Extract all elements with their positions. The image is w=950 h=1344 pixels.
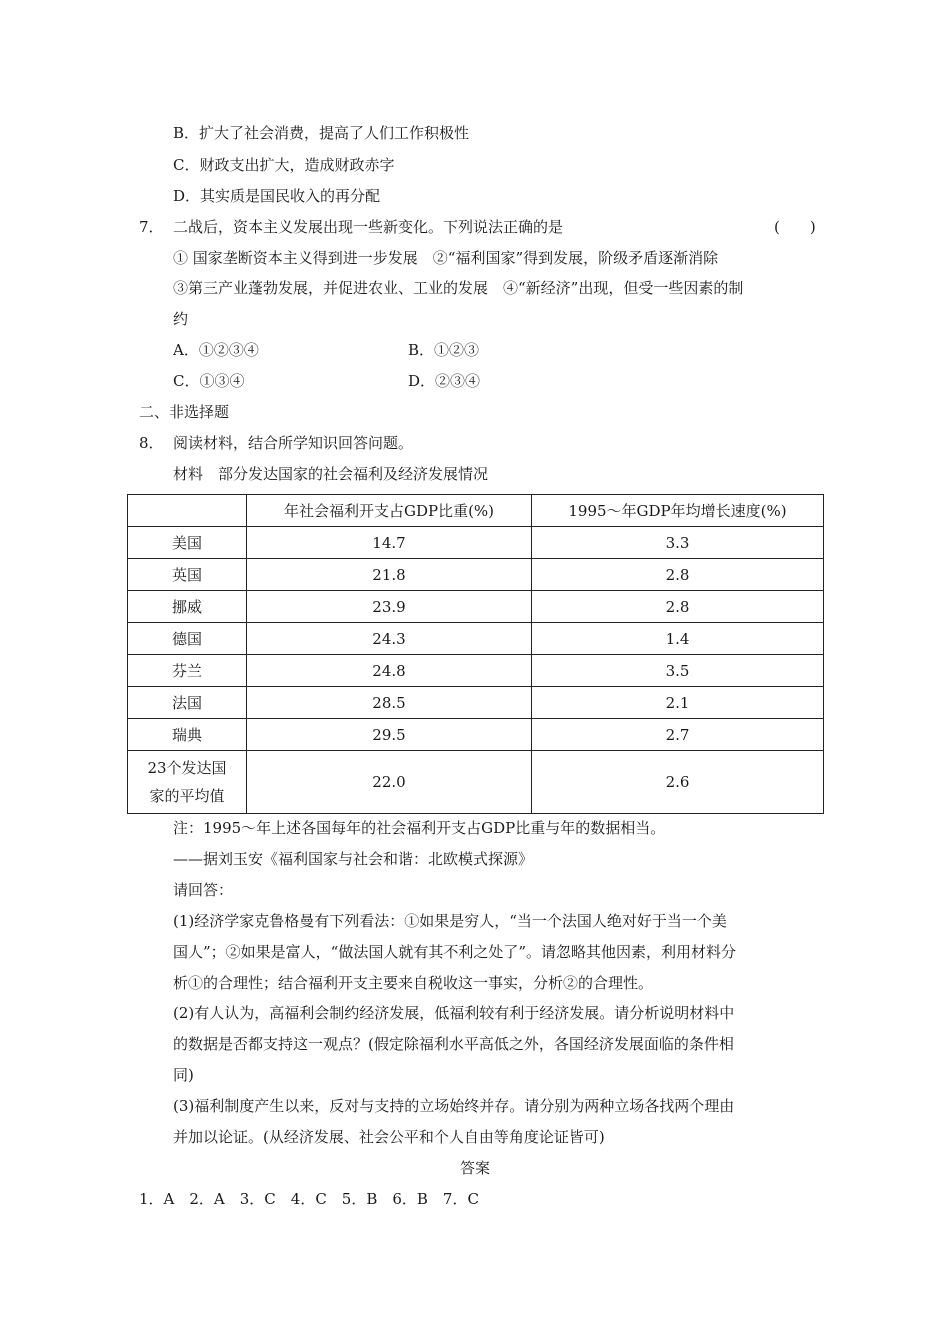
subquestion-2-line-2: 的数据是否都支持这一观点？(假定除福利水平高低之外，各国经济发展面临的条件相 (173, 1035, 734, 1053)
subquestion-1-line-1: (1)经济学家克鲁格曼有下列看法：①如果是穷人，“当一个法国人绝对好于当一个美 (173, 912, 727, 930)
growth-cell: 2.1 (532, 687, 824, 719)
table-row (128, 527, 824, 559)
material-title: 材料 部分发达国家的社会福利及经济发展情况 (173, 465, 489, 483)
table-row (128, 623, 824, 655)
growth-cell: 1.4 (532, 623, 824, 655)
country-cell: 芬兰 (128, 655, 247, 687)
welfare-cell: 22.0 (247, 751, 532, 814)
table-row (128, 559, 824, 591)
q7-option-a: A．①②③④ (173, 341, 259, 359)
q7-statement-line-1: ① 国家垄断资本主义得到进一步发展 ②“福利国家”得到发展，阶级矛盾逐渐消除 (173, 249, 719, 267)
q7-stem: 二战后，资本主义发展出现一些新变化。下列说法正确的是 (173, 218, 564, 236)
growth-cell: 3.3 (532, 527, 824, 559)
table-header-cell: 年社会福利开支占GDP比重(%) (247, 495, 532, 527)
welfare-cell: 23.9 (247, 591, 532, 623)
welfare-cell: 28.5 (247, 687, 532, 719)
country-cell: 德国 (128, 623, 247, 655)
table-row-average (128, 751, 824, 814)
q8-number: 8． (139, 434, 164, 452)
welfare-cell: 24.8 (247, 655, 532, 687)
country-cell: 瑞典 (128, 719, 247, 751)
welfare-cell: 21.8 (247, 559, 532, 591)
growth-cell: 2.8 (532, 559, 824, 591)
growth-cell: 2.7 (532, 719, 824, 751)
subquestion-2-line-3: 同) (173, 1066, 194, 1084)
subquestion-3-line-1: (3)福利制度产生以来，反对与支持的立场始终并存。请分别为两种立场各找两个理由 (173, 1097, 735, 1115)
welfare-cell: 29.5 (247, 719, 532, 751)
country-cell: 挪威 (128, 591, 247, 623)
growth-cell: 3.5 (532, 655, 824, 687)
table-header-cell (128, 495, 247, 527)
answers-line: 1．A 2．A 3．C 4．C 5．B 6．B 7．C (139, 1190, 479, 1208)
q7-option-b: B．①②③ (408, 341, 480, 359)
answers-title: 答案 (459, 1159, 490, 1177)
growth-cell: 2.8 (532, 591, 824, 623)
section-title: 二、非选择题 (139, 403, 230, 421)
q6-option-c: C．财政支出扩大，造成财政赤字 (173, 156, 395, 174)
country-cell (128, 751, 247, 814)
country-cell-line-1: 23个发达国 (147, 759, 227, 777)
q8-stem: 阅读材料，结合所学知识回答问题。 (173, 434, 414, 452)
q7-statement-line-3: 约 (173, 310, 189, 328)
subquestion-3-line-2: 并加以论证。(从经济发展、社会公平和个人自由等角度论证皆可) (173, 1128, 605, 1146)
table-row (128, 719, 824, 751)
country-cell: 英国 (128, 559, 247, 591)
answer-prompt: 请回答： (173, 881, 234, 899)
q7-option-d: D．②③④ (408, 372, 481, 390)
welfare-cell: 24.3 (247, 623, 532, 655)
subquestion-2-line-1: (2)有人认为，高福利会制约经济发展，低福利较有利于经济发展。请分析说明材料中 (173, 1004, 735, 1022)
q6-option-d: D．其实质是国民收入的再分配 (173, 187, 381, 205)
table-row (128, 687, 824, 719)
table-row (128, 655, 824, 687)
q7-option-c: C．①③④ (173, 372, 245, 390)
country-cell: 美国 (128, 527, 247, 559)
subquestion-1-line-3: 析①的合理性；结合福利开支主要来自税收这一事实，分析②的合理性。 (173, 974, 654, 992)
q7-answer-paren: ( ) (774, 218, 816, 236)
welfare-cell: 14.7 (247, 527, 532, 559)
q6-option-b: B．扩大了社会消费，提高了人们工作积极性 (173, 124, 470, 142)
q7-number: 7． (139, 218, 164, 236)
table-note: 注：1995～年上述各国每年的社会福利开支占GDP比重与年的数据相当。 (173, 819, 666, 837)
table-header-row (128, 495, 824, 527)
country-cell-line-2: 家的平均值 (149, 787, 225, 805)
table-header-cell: 1995～年GDP年均增长速度(%) (532, 495, 824, 527)
q7-statement-line-2: ③第三产业蓬勃发展，并促进农业、工业的发展 ④“新经济”出现，但受一些因素的制 (173, 279, 744, 297)
growth-cell: 2.6 (532, 751, 824, 814)
subquestion-1-line-2: 国人”；②如果是富人，“做法国人就有其不利之处了”。请忽略其他因素，利用材料分 (173, 943, 737, 961)
table-row (128, 591, 824, 623)
material-source: ——据刘玉安《福利国家与社会和谐：北欧模式探源》 (173, 850, 534, 868)
welfare-table (127, 494, 824, 814)
country-cell: 法国 (128, 687, 247, 719)
